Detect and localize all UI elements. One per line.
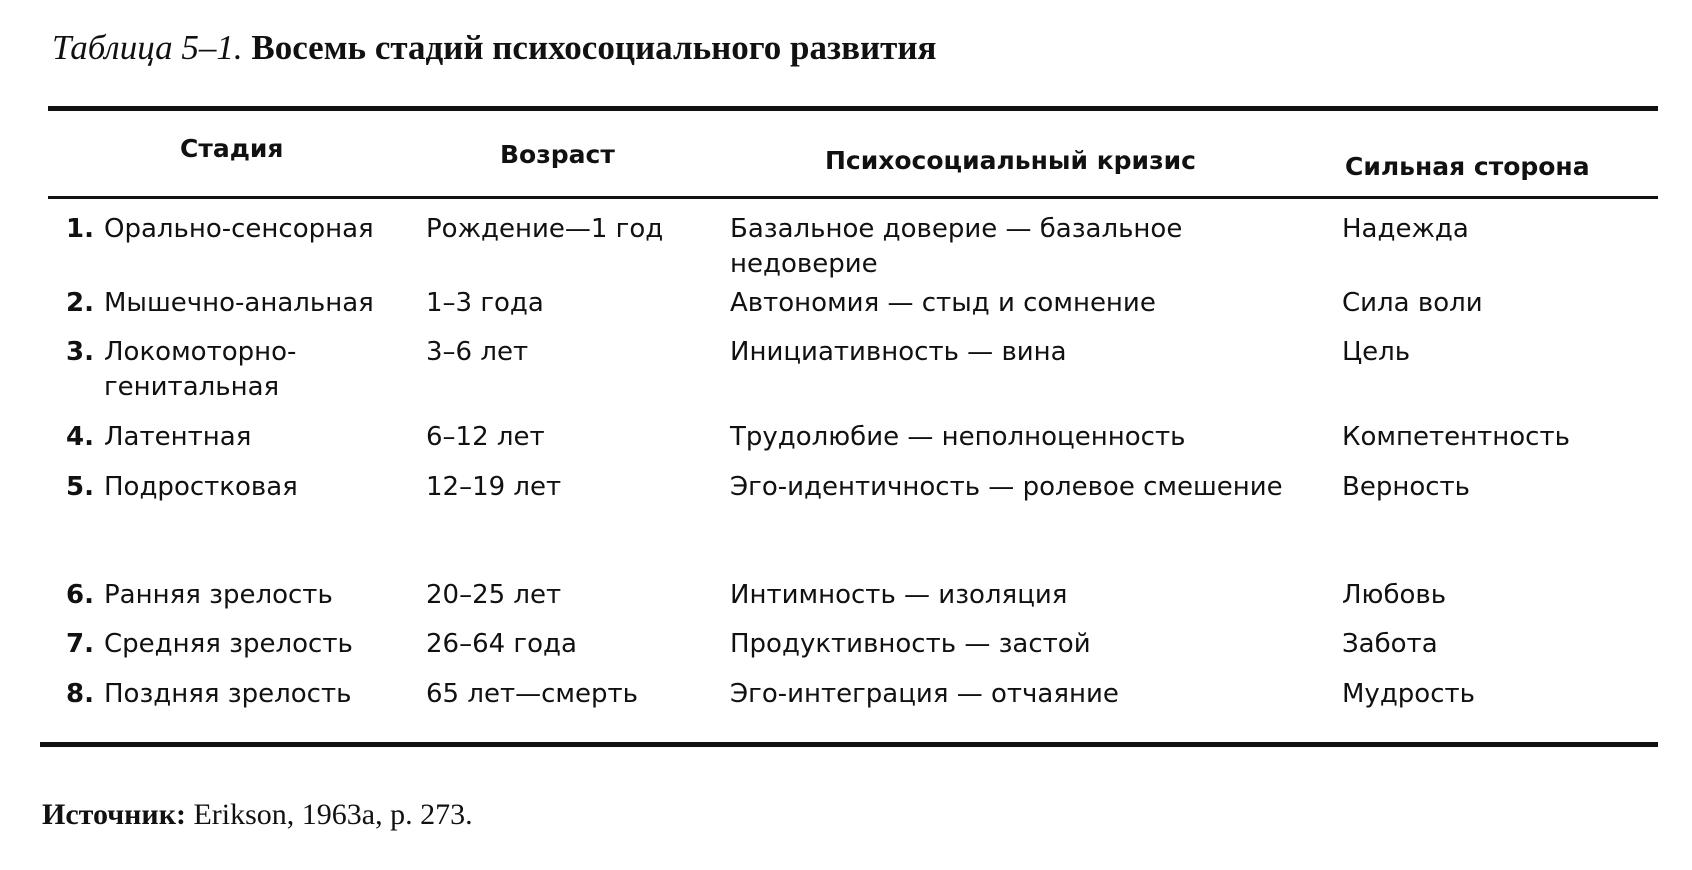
crisis-cell: Эго-идентичность — ролевое смешение	[730, 472, 1283, 502]
crisis-cell: Инициативность — вина	[730, 337, 1067, 367]
age-cell: 65 лет—смерть	[426, 679, 638, 709]
crisis-cell: Интимность — изоляция	[730, 580, 1068, 610]
header-rule	[48, 196, 1658, 199]
table-title: Восемь стадий психосоциального развития	[251, 28, 937, 67]
stage-name: Поздняя зрелость	[104, 679, 352, 709]
age-cell: 1–3 года	[426, 288, 544, 318]
table-number: Таблица 5–1.	[52, 28, 243, 67]
stage-number: 4.	[66, 422, 94, 452]
crisis-cell: Автономия — стыд и сомнение	[730, 288, 1156, 318]
age-cell: 12–19 лет	[426, 472, 562, 502]
stage-name: Подростковая	[104, 472, 298, 502]
stage-cell	[66, 470, 406, 505]
header-strength: Сильная сторона	[1345, 152, 1590, 181]
source-text: Erikson, 1963a, p. 273.	[193, 798, 473, 831]
stage-name: Локомоторно-	[104, 337, 297, 367]
stage-name: Ранняя зрелость	[104, 580, 333, 610]
table-caption	[52, 28, 936, 68]
stage-number: 2.	[66, 288, 94, 318]
age-cell: 26–64 года	[426, 629, 577, 659]
stage-number: 6.	[66, 580, 94, 610]
stage-cell	[66, 286, 406, 321]
top-rule	[48, 106, 1658, 111]
crisis-cell: Эго-интеграция — отчаяние	[730, 679, 1119, 709]
stage-name: Средняя зрелость	[104, 629, 353, 659]
bottom-rule	[40, 742, 1658, 747]
source-note	[42, 798, 473, 832]
stage-name: Орально-сенсорная	[104, 214, 374, 244]
source-label: Источник:	[42, 798, 186, 831]
header-crisis: Психосоциальный кризис	[825, 146, 1196, 175]
stage-cell	[66, 212, 406, 247]
crisis-cell: Трудолюбие — неполноценность	[730, 422, 1186, 452]
strength-cell: Забота	[1342, 629, 1438, 659]
strength-cell: Мудрость	[1342, 679, 1475, 709]
stage-number: 8.	[66, 679, 94, 709]
stage-name: Мышечно-анальная	[104, 288, 374, 318]
stage-name: Латентная	[104, 422, 252, 452]
strength-cell: Цель	[1342, 337, 1411, 367]
crisis-cell: Базальное доверие — базальное недоверие	[730, 214, 1183, 279]
age-cell: Рождение—1 год	[426, 214, 664, 244]
strength-cell: Сила воли	[1342, 288, 1483, 318]
strength-cell: Любовь	[1342, 580, 1447, 610]
stage-cell	[66, 420, 406, 455]
stage-cell	[66, 578, 406, 613]
age-cell: 6–12 лет	[426, 422, 545, 452]
age-cell: 3–6 лет	[426, 337, 529, 367]
strength-cell: Надежда	[1342, 214, 1469, 244]
stage-cell	[66, 335, 406, 405]
stage-number: 5.	[66, 472, 94, 502]
stage-cell	[66, 677, 406, 712]
strength-cell: Компетентность	[1342, 422, 1570, 452]
stage-name-continued: генитальная	[104, 372, 280, 402]
strength-cell: Верность	[1342, 472, 1471, 502]
age-cell: 20–25 лет	[426, 580, 562, 610]
header-age: Возраст	[500, 140, 615, 169]
stage-number: 7.	[66, 629, 94, 659]
stage-cell	[66, 627, 406, 662]
stage-number: 1.	[66, 214, 94, 244]
header-stage: Стадия	[180, 134, 284, 163]
stage-number: 3.	[66, 337, 94, 367]
crisis-cell: Продуктивность — застой	[730, 629, 1091, 659]
